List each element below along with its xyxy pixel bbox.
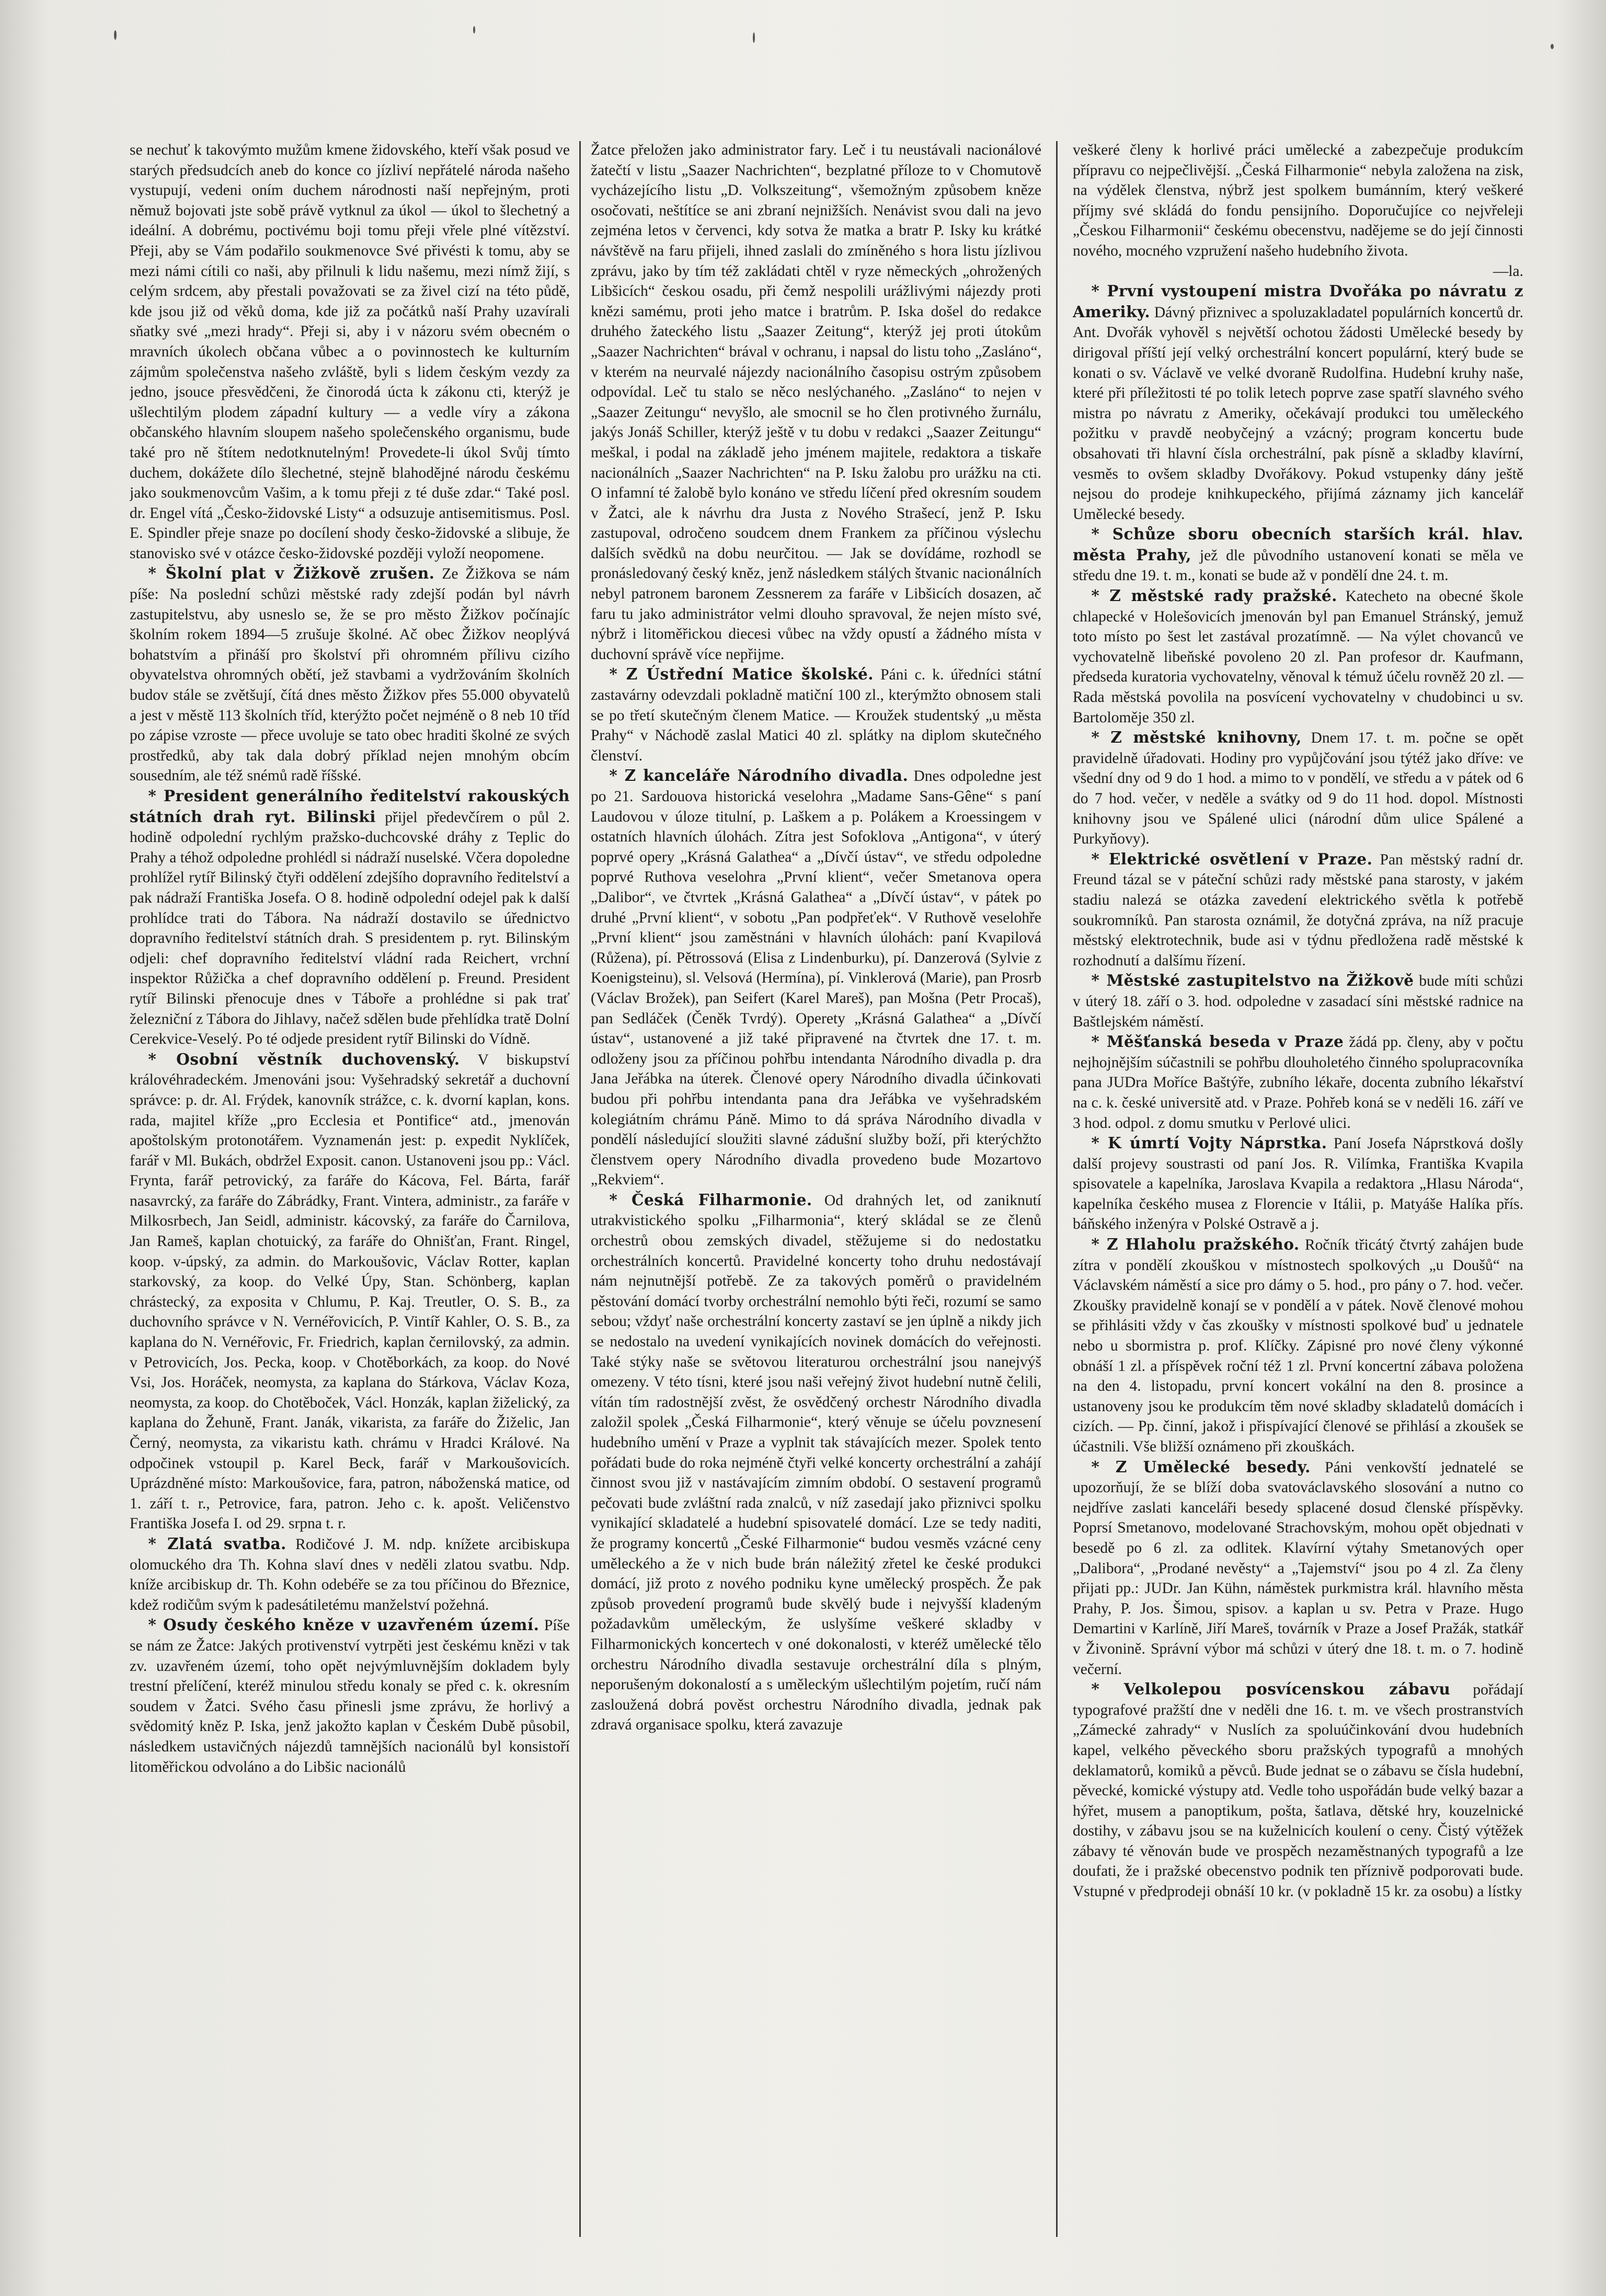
news-item-body: Paní Josefa Náprstková došly další projevy soustrasti od paní Jos. R. Vilímka, Františka Kvapila spisovatele a kapelníka, Jaroslava Kvapila a redaktora „Hlasu Národa“, kapelníka českého musea z Florencie v Itálii, p. Matyáše Halíka přís. báňského inženýra v Polské Ostravě a j. [1073, 1135, 1523, 1233]
column-right [1073, 140, 1523, 2252]
news-item-heading: * Osobní věstník duchovenský. [148, 1049, 460, 1068]
news-item [1073, 1679, 1523, 1902]
news-item-body: Dávný přiznivec a spoluzakladatel populárních koncertů dr. Ant. Dvořák vyhověl s největší ochotou žádosti Umělecké besedy by dirigoval příští její velký orchestrální koncert populární, který bude se konati o sv. Václavě ve velké dvoraně Rudolfina. Hudební kruhy naše, které při příležitosti té po tolik letech poprve zase spatří slavného svého mistra po návratu z Ameriky, očekávají produkci tou uměleckého požitku v pravdě neobyčejný a vzácný; program koncertu bude obsahovati tři hlavní čísla orchestrální, pak písně a skladby klavírní, vesměs to ovšem skladby Dvořákovy. Pokud vstupenky dány ještě nejsou do prodeje knihkupeckého, přijímá záznamy jich kancelář Umělecké besedy. [1073, 304, 1523, 523]
news-item [1073, 1032, 1523, 1133]
news-item-heading: * Z Umělecké besedy. [1091, 1457, 1311, 1476]
author-signature: —la. [1493, 262, 1523, 280]
news-item-heading: * První vystoupení mistra Dvořáka po návratu z Ameriky. [1073, 282, 1523, 321]
news-item-body: žádá pp. členy, aby v počtu nejhojnějším súčastnili se pohřbu dlouholetého činného spolupracovníka pana JUDra Moříce Baštýře, zubního lékaře, docenta zubního lékařství na c. k. české universitě atd. v Praze. Pohřeb koná se v neděli 16. září ve 3 hod. odpol. z domu smutku v Perlové ulici. [1073, 1034, 1523, 1132]
news-item-body: Dnem 17. t. m. počne se opět pravidelně úřadovati. Hodiny pro vypůjčování jsou týtéž jako dříve: ve všední dny od 9 do 1 hod. a mimo to v pondělí, ve středu a v pátek od 6 do 7 hod. večer, v neděle a svátky od 9 do 11 hod. dopol. Místnosti knihovny jsou ve Spálené ulici (národní dům ulice Spálené a Purkyňovy). [1073, 730, 1523, 848]
scan-speck [753, 32, 755, 43]
news-item [1073, 1457, 1523, 1680]
news-item-body: Od drahných let, od zaniknutí utrakvistického spolku „Filharmonia“, který skládal se ze členů orchestrů obou zemských divadel, stěžujeme si do nedostatku orchestrálních koncertů. Pravidelné koncerty toho druhu nedostávají nám nejnutnější potřebě. Ze za takových poměrů o pravidelném pěstování domácí tvorby orchestrální nemohlo býti řeči, rozumí se samo sebou; vždyť naše orchestrální koncerty zastaví se jen úplně a nikdy jich se nedostalo na uvedení vynikajících novinek domácích do veřejnosti. Také stýky naše se světovou literaturou orchestrální jsou nanejvýš omezeny. V této tísni, které jsou naši veřejný život hudební nutně čelili, vítán tím radostnější zvěst, že osvědčený orchestr Národního divadla založil spolek „Česká Filharmonie“, který věnuje se účelu povznesení hudebního umění v Praze a vyplnit tak stávajících mezer. Spolek tento pořádati bude do roka nejméně čtyři velké koncerty orchestrální a zahájí činnost svou již v nastávajícím zimním období. O sestavení programů pečovati bude zvláštní rada znalců, v níž zasedají jako přiznivci spolku vynikající skladatelé a hudební spisovatelé domácí. Lze se tedy naditi, že programy koncertů „České Filharmonie“ budou vesměs vzácné ceny uměleckého a že v nich bude brán náležitý zřetel ke české produkci domácí, již proto z nového podniku kyne umělecký prospěch. Že pak způsob provedení programů bude skvělý bude i nejvyšší kladeným požadavkům uměleckým, že uslyšíme veškeré skladby v Filharmonických koncertech v oné dokonalosti, v kteréž umělecké tělo orchestru Národního divadla sestavuje orchestrální díla s plným, neporušeným dokonalostí a s uměleckým ušlechtilým pojetím, ručí nám zasloužená dobrá pověst orchestru Národního divadla, jednak pak zdravá organisace spolku, která zavazuje [591, 1192, 1041, 1734]
news-item [1073, 1133, 1523, 1234]
news-item-heading: * Měšťanská beseda v Praze [1091, 1032, 1344, 1051]
news-item-body: jež dle původního ustanovení konati se měla ve středu dne 19. t. m., konati se bude až v pondělí dne 24. t. m. [1073, 547, 1523, 584]
column-divider-left [579, 141, 581, 2237]
news-item-body: Páni venkovští jednatelé se upozorňují, že se blíží doba svatováclavského slosování a nutno co nejdříve zaslati kanceláři besedy splacené dosud členské příspěvky. Poprsí Smetanovo, modelované Strachovským, mohou opět objednati v besedě po 6 zl. za odlitek. Klavírní výtahy Smetanových oper „Dalibora“, „Prodané nevěsty“ a „Tajemství“ jsou po 4 zl. Za členy přijati pp.: JUDr. Jan Kühn, náměstek purkmistra král. hlavního města Prahy, P. Jos. Šimou, spisov. a kaplan u sv. Petra v Praze. Hugo Demartini v Karlíně, Jiří Mareš, továrník v Praze a Josef Pražák, statkář v Živonině. Správní výbor má schůzi v úterý dne 18. t. m. o 7. hodině večerní. [1073, 1459, 1523, 1678]
column-left [130, 140, 570, 2252]
scan-speck [114, 30, 117, 40]
news-item-body: Katecheto na obecné škole chlapecké v Holešovicích jmenován byl pan Emanuel Stránský, jemuž toto místo po šest let zastával prozatímně. — Na výlet chovanců ve vychovatelně libeňské povoleno 20 zl. Pan profesor dr. Kaufmann, předseda kuratoria vychovatelny, věnoval k témuž účelu rovněž 20 zl. — Rada městská povolila na posvícení vychovatelny v chudobinci u sv. Bartoloměje 350 zl. [1073, 588, 1523, 726]
news-item [591, 1190, 1041, 1735]
news-item-heading: * Zlatá svatba. [148, 1534, 286, 1553]
news-item-body: přijel předevčírem o půl 2. hodině odpolední rychlým pražsko-duchcovské dráhy z Teplic do Prahy a téhož odpoledne prohlédl si nádraží nuselské. Včera dopoledne prohlížel rytíř Bilinský čtyři oddělení zdejšího dopravního ředitelství a pak nádraží Františka Josefa. O 8. hodině odpolední odejel pak k další prohlídce trati do Tábora. Na nádraží dostavilo se úřednictvo dopravního ředitelství státních drah. S presidentem p. ryt. Bilinským odjeli: chef dopravního ředitelství vládní rada Reichert, vrchní inspektor Růžička a chef dopravního oddělení p. Freund. President rytíř Bilinski přenocuje dnes v Táboře a prohlédne si pak trať železniční z Tábora do Jihlavy, načež sdělen bude přehlídka tratě Dolní Cerekvice-Veselý. Po té odjede president rytíř Bilinski do Vídně. [130, 809, 570, 1048]
news-item-heading: * President generálního ředitelství rakouských státních drah ryt. Bilinski [130, 787, 570, 826]
news-item-body: bude míti schůzi v úterý 18. září o 3. hod. odpoledne v zasadací síni městské radnice na Baštlejském náměstí. [1073, 973, 1523, 1030]
news-item [130, 1534, 570, 1615]
news-item [130, 1615, 570, 1777]
news-item-heading: * Z Ústřední Matice školské. [609, 665, 874, 684]
article-text: Žatce přeložen jako administrator fary. Leč i tu neustávali nacionálové žatečtí v listu „Saazer Nachrichten“, bezplatné příloze to v Chomutově vycházejícího listu „D. Volkszeitung“, všemožným způsobem kněze osočovati, neštítíce se ani zbraní nejnižších. Nenávist svou dali na jevo zejména letos v červenci, kdy sotva že matka a bratr P. Isky ku krátké návštěvě na faru přijeli, ihned zaslali do zmíněného s hora listu jízlivou zprávu, jako by tím též zakládati chtěl v ryze německých „ohrožených Libšicích“ českou osadu, při čemž nespolili urážlivými nájezdy proti knězi samému, proti jeho matce i bratrům. P. Iska došel do redakce druhého žateckého listu „Saazer Zeitung“, kterýž jej proti útokům „Saazer Nachrichten“ brával v ochranu, i napsal do listu toho „Zasláno“, v kterém na neurvalé nájezdy nacionálního časopisu ostrým způsobem odpovídal. Leč tu stalo se něco neslýchaného. „Zasláno“ to nejen v „Saazer Zeitungu“ nevyšlo, ale smocnil se ho člen protivného žurnálu, jakýs Jonáš Schiller, kterýž ještě v tu dobu v redakci „Saazer Zeitungu“ meškal, i podal na základě jeho jménem majitele, redaktora a tiskaře nacionálních „Saazer Nachrichten“ na P. Isku žalobu pro urážku na cti. O infamní té žalobě bylo konáno ve středu líčení před okresním soudem v Žatci, ale k návrhu dra Justa z Nového Strašecí, jenž P. Isku zastupoval, odročeno soudcem dnem Frankem za příčinou výslechu dalších svědků na dobu neurčitou. — Jak se dovídáme, rozhodl se pronásledovaný český kněz, jenž následkem stálých štvanic nacionálních nebyl patronem baronem Zessnerem za faráře v Libšicích dosazen, ač faru tu jako administrátor velmi dlouho spravoval, že nejen místo své, nýbrž i litoměřickou diecesi vůbec na vždy opustí a žádného místa v duchovní správě více nepřijme. [591, 142, 1041, 663]
news-item-heading: * Česká Filharmonie. [609, 1190, 812, 1209]
news-item-body: Dnes odpoledne jest po 21. Sardouova historická veselohra „Madame Sans-Gêne“ s paní Laudovou v úloze titulní, p. Laškem a p. Polákem a Kroessingem v ostatních hlavních úlohách. Zítra jest Sofoklova „Antigona“, v úterý poprvé opery „Krásná Galathea“ a „Dívčí ústav“, ve středu odpoledne poprvé Ruthova veselohra „První klient“, večer Smetanova opera „Dalibor“, ve čtvrtek „Krásná Galathea“ a „Dívčí ústav“, v pátek po druhé „První klient“, v sobotu „Pan podpřeťek“. V Ruthově veselohře „První klient“ jsou zaměstnáni v hlavních úlohách: paní Kvapilová (Růžena), pí. Pětrossová (Elisa z Lindenburku), pí. Danzerová (Sylvie z Koenigsteinu), sl. Velsová (Hermína), pí. Vinklerová (Marie), pan Prosrb (Václav Brožek), pan Seifert (Karel Mareš), pan Mošna (Petr Procaš), pan Sedláček (Čeněk Tvrdý). Operety „Krásná Galathea“ a „Dívčí ústav“, ustanovené a již také připravené na čtvrtek dne 17. t. m. odloženy jsou za příčinou pohřbu intendanta Národního divadla p. dra Jana Jeřábka na úterek. Členové opery Národního divadla účinkovati budou při pohřbu intendanta pana dra Jeřábka ve vyšehradském kolegiátním chrámu Páně. Mimo to dá správa Národního divadla v pondělí následující sloužiti slavné zádušní služby boží, při kterýchžto členstvem opery Národního divadla provedeno bude Mozartovo „Rekviem“. [591, 768, 1041, 1189]
column-middle [591, 140, 1041, 2252]
news-item-heading: * Z kanceláře Národního divadla. [609, 766, 909, 785]
news-item-heading: * Velkolepou posvícenskou zábavu [1091, 1680, 1451, 1699]
article-text: se nechuť k takovýmto mužům kmene židovského, kteří však posud ve starých předsudcích aneb do konce co jízliví nepřátelé národa našeho vystupují, vedeni oním duchem národnosti naší nepřejným, proti němuž bojovati jste sobě právě vytknul za úkol — úkol to šlechetný a ideální. A dobrému, poctivému boji tomu přeji vřele plné vítězství. Přeji, aby se Vám podařilo soukmenovce Své přivésti k tomu, aby se mezi námi cítili co naši, aby přilnuli k lidu našemu, mezi nímž žijí, s celým srdcem, aby přestali považovati se za živel cizí na této půdě, kde jsou již od věků doma, kde již za počátků naší Prahy uzavírali sňatky své „mezi hrady“. Přeji si, aby i v názoru svém obecném o mravních úkolech občana vůbec a o povinnostech ke kulturním zájmům společenstva našeho zvláště, byli s lidem českým vezdy za jedno, jsouce přesvědčeni, že činorodá úcta k zákonu cti, kterýž je ušlechtilým plodem západní kultury — a vedle víry a zákona občanského hlavním sloupem našeho společenského organismu, bude také pro ně štítem nedotknutelným! Provedete-li úkol Svůj tímto duchem, dokážete dílo šlechetné, stejně blahodějné národu českému jako soukmenovcům Vašim, a k tomu přeji z té duše zdar.“ Také posl. dr. Engel vítá „Česko-židovské Listy“ a odsuzuje antisemitismus. Posl. E. Spindler přeje snaze po docílení shody česko-židovské a slibuje, že stanovisko své v otázce česko-židovské později vyloží neopomene. [130, 142, 570, 562]
news-item [1073, 1234, 1523, 1457]
news-item-body: V biskupství královéhradeckém. Jmenováni jsou: Vyšehradský sekretář a duchovní správce: p. dr. Al. Frýdek, kanovník strážce, c. k. dvorní kaplan, kons. rada, majitel kříže „pro Ecclesia et Pontifice“ atd., jmenován apoštolským protonotářem. Vyznamenán jest: p. expedit Nyklíček, farář v Ml. Bukách, obdržel Exposit. canon. Ustanoveni jsou pp.: Václ. Frynta, farář petrovický, za faráře do Kácova, Fel. Bárta, farář nasavrcký, za faráře do Zábrádky, Frant. Vintera, administr., za faráře v Milkosrbech, Jan Seidl, administr. kácovský, za faráře do Čarnilova, Jan Rameš, kaplan chotuický, za faráře do Ohnišťan, Frant. Ringel, koop. v-úpský, za admin. do Markoušovic, Václav Rotter, kaplan starkovský, za koop. do Velké Úpy, Stan. Schönberg, kaplan chrástecký, za exposita v Chlumu, P. Kaj. Treutler, O. S. B., za duchovního správce v N. Vernéřovicích, P. Vintíř Kahler, O. S. B., za kaplana do N. Vernéřovic, Fr. Friedrich, kaplan černilovský, za admin. v Petrovicích, Jos. Pecka, koop. v Chotěborkách, za koop. do Nové Vsi, Jos. Horáček, neomysta, za kaplana do Stárkova, Václav Koza, neomysta, za koop. do Chotěboček, Václ. Honzák, kaplan žiželický, za kaplana do Žehuně, Frant. Janák, vikarista, za faráře do Žiželic, Jan Černý, neomysta, za vikaristu kath. chrámu v Hradci Králové. Na odpočinek vstoupil p. Karel Beck, farář v Markoušovicích. Uprázdněné místo: Markoušovice, fara, patron, náboženská matice, od 1. září t. r., Petrovice, fara, patron. Jeho c. k. apošt. Veličenstvo Františka Josefa I. od 29. srpna t. r. [130, 1051, 570, 1532]
news-item-body: Rodičové J. M. ndp. knížete arcibiskupa olomuckého dra Th. Kohna slaví dnes v neděli zlatou svatbu. Ndp. kníže arcibiskup dr. Th. Kohn odebéře se za tou příčinou do Březnice, kdež rodičům svým k padesátiletému manželství požehná. [130, 1536, 570, 1613]
news-item-heading: * Z Hlaholu pražského. [1091, 1235, 1300, 1254]
news-item-body: Páni c. k. úředníci státní zastavárny odevzdali pokladně matiční 100 zl., kterýmžto obnosem stali se po třetí skutečným členem Matice. — Kroužek studentský „u města Prahy“ v Náchodě zaslal Matici 40 zl. splátky na diplom skutečného členství. [591, 666, 1041, 764]
news-item-body: Pan městský radní dr. Freund tázal se v páteční schůzi rady městské pana starosty, v jakém stadiu nalezá se otázka zavedení elektrického světla k potřebě soukromníků. Pan starosta oznámil, že dotyčná zpráva, na níž pracuje městský elektrotechnik, bude asi v týdnu předložena radě městské k rozhodnutí a dalšímu řízení. [1073, 851, 1523, 969]
news-item-heading: * Schůze sboru obecních starších král. hlav. města Prahy, [1073, 525, 1523, 564]
news-item-heading: * Z městské rady pražské. [1091, 586, 1337, 605]
news-item [591, 664, 1041, 766]
news-item [1073, 849, 1523, 971]
news-item-body: Ze Žižkova se nám píše: Na poslední schůzi městské rady zdejší podán byl návrh zastupitelstvu, aby usneslo se, že se pro město Žižkov počínajíc školním rokem 1894—5 zrušuje školné. Ač obec Žižkov neoplývá bohatstvím a přináší pro školství při ohromném přílivu cizího obyvatelstva ohromných obětí, jež stavbami a vydržováním školních budov stále se zvětšují, čítá dnes město Žižkov přes 55.000 obyvatelů a jest v městě 113 školních tříd, kterýžto počet nejméně o 8 neb 10 tříd po zápise vzroste — přece uvoluje se tato obec hraditi školné ze svých prostředků, aby tak dala dobrý příklad nejen mnohým obcím sousedním, ale též snémů radě říšské. [130, 566, 570, 784]
news-item-heading: * Z městské knihovny, [1091, 728, 1302, 747]
news-item-body: pořádají typografové pražští dne v neděli dne 16. t. m. ve všech prostranstvích „Zámecké zahrady“ v Nuslích za spoluúčinkování dvou hudebních kapel, velkého pěveckého sboru pražských typografů a mnohých deklamatorů, komiků a pěvců. Bude jednat se o zábavu se čísla hudební, pěvecké, komické výstupy atd. Vedle toho uspořádán bude velký bazar a hýřet, musem a panoptikum, pošta, šatlava, dětské hry, kouzelnické dostihy, v zábavu jsou se na kuželnicích koulení o ceny. Čistý výtěžek zábavy té věnován bude ve prospěch nezaměstnaných typografů a lze doufati, že i pražské obecenstvo podnik ten příznivě podporovati bude. Vstupné v předprodeji obnáší 10 kr. (v pokladně 15 kr. za osobu) a lístky [1073, 1681, 1523, 1900]
news-item-body: Ročník třicátý čtvrtý zahájen bude zítra v pondělí zkouškou v místnostech spolkových „u Doušů“ na Václavském náměstí a sice pro dámy o 5. hod., pro pány o 7. hod. večer. Zkoušky pravidelně konají se v pondělí a v pátek. Nově členové mohou se přihlásiti vždy v čas zkoušky v místnosti spolkové buď u jednatele nebo u sbormistra p. prof. Klíčky. Zápisné pro nové členy výkonné obnáší 1 zl. a příspěvek roční též 1 zl. První koncertní zábava položena na den 4. listopadu, první koncert vokální na den 8. prosince a ustanoveny jsou ke produkcím těm nové skladby skladatelů domácích i cizích. — Pp. činní, jakož i přispívající členové se přihlásí a zkoušek se účastnili. Vše bližší oznámeno při zkouškách. [1073, 1237, 1523, 1455]
news-item [1073, 728, 1523, 849]
scan-speck [1551, 44, 1554, 49]
scan-speck [473, 26, 475, 33]
news-item-heading: * Osudy českého kněze v uzavřeném území. [148, 1616, 540, 1634]
news-item [1073, 524, 1523, 586]
news-item [1073, 971, 1523, 1032]
column-divider-right [1056, 141, 1058, 2237]
article-text: veškeré členy k horlivé práci umělecké a zabezpečuje produkcím přípravu co nejpečlivější. „Česká Filharmonie“ nebyla založena na zisk, na výdělek členstva, nýbrž jest spolkem bumánním, který veškeré příjmy své skládá do fondu pensijního. Doporučujíce co nejvřeleji „Českou Filharmonii“ českému obecenstvu, nadějeme se do její činnosti nového, mocného vzpružení našeho hudebního života. [1073, 142, 1523, 259]
news-item-heading: * Školní plat v Žižkově zrušen. [148, 564, 435, 583]
news-item-heading: * K úmrtí Vojty Náprstka. [1091, 1134, 1327, 1152]
news-item-body: Píše se nám ze Žatce: Jakých protivenství vytrpěti jest českému knězi v tak zv. uzavřeném území, toho opět nejvýmluvnějším dokladem byly trestní přelíčení, kteréž minulou středu konaly se před c. k. okresním soudem v Žatci. Svého času přinesli jsme zprávu, že horlivý a svědomitý kněz P. Iska, jenž jakožto kaplan v Českém Dubě působil, následkem ustavičných nájezdů tamnějších nacionálů byl konsistoří litoměřickou odvoláno a do Libšic nacionálů [130, 1617, 570, 1775]
news-item [591, 766, 1041, 1190]
news-item [130, 563, 570, 786]
news-item-heading: * Městské zastupitelstvo na Žižkově [1091, 971, 1414, 990]
news-item-heading: * Elektrické osvětlení v Praze. [1091, 849, 1373, 868]
news-item [130, 786, 570, 1049]
news-item [1073, 586, 1523, 728]
news-item [130, 1049, 570, 1534]
news-item [1073, 281, 1523, 524]
